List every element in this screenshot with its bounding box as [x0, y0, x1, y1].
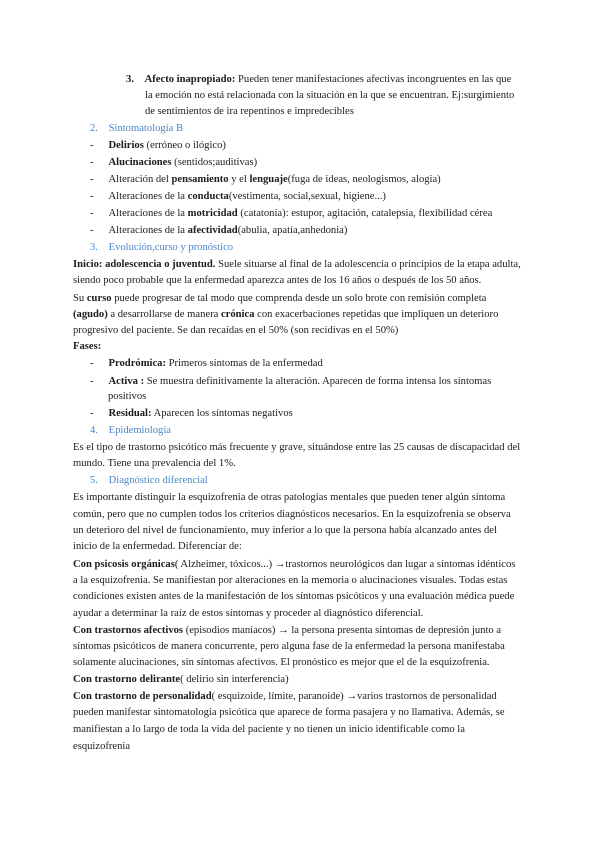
paragraph-line: un deterioro del nivel de funcionamiento, muy inferior a lo que la persona había alcanzado antes del — [73, 525, 497, 536]
term-bold: Afecto inapropiado: — [144, 74, 236, 85]
text-span: (catatonía): estupor, agitación, catalepsia, flexibilidad cérea — [237, 208, 493, 219]
text-span: Alteraciones de la — [108, 191, 188, 202]
paragraph-line: pueden manifestar sintomatología psicótica que aparece de forma pasajera y no llamativa. Además, se — [73, 707, 505, 718]
text-span: (sentidos;auditivas) — [171, 157, 258, 168]
text-span: Se muestra definitivamente la alteración. Aparecen de forma intensa los síntomas — [144, 376, 492, 387]
paragraph-line: Es importante distinguir la esquizofrenia de otras patologías mentales que pueden tener algún síntoma — [73, 492, 506, 503]
list-item-activa — [90, 375, 491, 389]
term-bold: Con trastorno de personalidad — [73, 691, 212, 702]
section-title: Epidemiología — [108, 425, 171, 436]
text-span: (abulia, apatía,anhedonia) — [237, 225, 348, 236]
paragraph-line: común, pero que no cumplen todos los criterios diagnósticos necesarios. En la esquizofrenia se observa — [73, 509, 511, 520]
paragraph-line: manifiestan a lo largo de toda la vida del paciente y no tienen un inicio identificable como la — [73, 724, 465, 735]
term-bold: conducta — [187, 191, 229, 202]
dash-bullet: - — [90, 140, 94, 151]
dash-bullet: - — [90, 376, 94, 387]
paragraph-line — [73, 624, 501, 638]
text-span: con exacerbaciones repetidas que impliquen un deterioro — [254, 309, 499, 320]
text-span: y el — [228, 174, 250, 185]
text-span: (episodios maníacos) → la persona presenta síntomas de depresión junto a — [183, 625, 502, 636]
dash-bullet: - — [90, 191, 94, 202]
section-title: Diagnóstico diferencial — [108, 475, 208, 486]
section-number: 3. — [90, 242, 98, 253]
list-item — [90, 139, 226, 153]
paragraph-line: inicio de la enfermedad. Diferenciar de: — [73, 541, 242, 552]
paragraph-line — [73, 258, 521, 272]
paragraph-line: a la esquizofrenia. Se manifiestan por alteraciones en la memoria o alucinaciones visuales. Todas estas — [73, 575, 508, 586]
term-bold: Activa : — [108, 376, 145, 387]
text-span: ( esquizoide, límite, paranoide) →varios trastornos de personalidad — [211, 691, 497, 702]
term-bold: Con psicosis orgánicas — [73, 559, 175, 570]
term-bold: crónica — [220, 309, 255, 320]
list-item — [90, 207, 492, 221]
dash-bullet: - — [90, 157, 94, 168]
paragraph-line: síntomas psicóticos de manera concurrente, pero alguna fase de la enfermedad la persona manifestaba — [73, 641, 505, 652]
dash-bullet: - — [90, 408, 94, 419]
section-heading-sintomatologia — [90, 122, 183, 136]
term-bold: Alucinaciones — [108, 157, 172, 168]
dash-bullet: - — [90, 174, 94, 185]
text-span: Aparecen los síntomas negativos — [151, 408, 293, 419]
term-bold: motricidad — [187, 208, 238, 219]
term-bold: Prodrómica: — [108, 358, 166, 369]
list-item — [90, 190, 386, 204]
text-span: Alteración del — [108, 174, 172, 185]
section-number: 2. — [90, 123, 98, 134]
text-line: positivos — [108, 391, 147, 402]
paragraph-line: siendo poco probable que la enfermedad aparezca antes de los 16 años o después de los 50 años. — [73, 275, 482, 286]
section-number: 4. — [90, 425, 98, 436]
term-bold: Residual: — [108, 408, 152, 419]
section-heading-epidemiologia — [90, 424, 171, 438]
paragraph-line — [73, 673, 289, 687]
list-item — [90, 173, 441, 187]
section-number: 5. — [90, 475, 98, 486]
paragraph-line: mundo. Tiene una prevalencia del 1%. — [73, 458, 236, 469]
term-bold: pensamiento — [171, 174, 229, 185]
text-span: a desarrollarse de manera — [107, 309, 221, 320]
list-item-residual — [90, 407, 293, 421]
text-span: (fuga de ideas, neologismos, alogia) — [287, 174, 441, 185]
term-bold: (agudo) — [73, 309, 108, 320]
list-item-afecto-inapropiado — [126, 73, 511, 87]
text-span: puede progresar de tal modo que comprenda desde un solo brote con remisión completa — [111, 293, 487, 304]
section-title: Sintomatología B — [108, 123, 184, 134]
term-bold: Con trastorno delirante — [73, 674, 181, 685]
paragraph-line — [73, 292, 486, 306]
section-heading-diagnostico — [90, 474, 208, 488]
text-span: Alteraciones de la — [108, 208, 188, 219]
text-span: Alteraciones de la — [108, 225, 188, 236]
paragraph-line: progresivo del paciente. Se dan recaídas en el 50% (son recidivas en el 50%) — [73, 325, 399, 336]
text-span: Suele situarse al final de la adolescencia o principios de la etapa adulta, — [215, 259, 521, 270]
text-span: ( Alzheimer, tóxicos...) →trastornos neurológicos dan lugar a síntomas idénticos — [174, 559, 516, 570]
term-bold: Delirios — [108, 140, 144, 151]
text-line: de sentimientos de ira repentinos e impredecibles — [145, 106, 354, 117]
fases-label: Fases: — [73, 341, 102, 352]
text-span: Primeros síntomas de la enfermedad — [166, 358, 323, 369]
paragraph-line: esquizofrenia — [73, 741, 131, 752]
section-title: Evolución,curso y pronóstico — [108, 242, 234, 253]
text-span: Su — [73, 293, 87, 304]
dash-bullet: - — [90, 208, 94, 219]
term-bold: lenguaje — [249, 174, 288, 185]
text-span: (vestimenta, social,sexual, higiene...) — [228, 191, 386, 202]
text-line: la emoción no está relacionada con la situación en la que se encuentran. Ej:surgimiento — [145, 90, 515, 101]
term-bold: afectividad — [187, 225, 238, 236]
paragraph-line — [73, 558, 515, 572]
term-bold: Inicio: adolescencia o juventud. — [73, 259, 216, 270]
text-span: ( delirio sin interferencia) — [180, 674, 289, 685]
paragraph-line: condiciones existen antes de la manifestación de los síntomas psicóticos y una evaluación médica puede — [73, 591, 515, 602]
list-item — [90, 156, 257, 170]
text-span: Pueden tener manifestaciones afectivas incongruentes en las que — [235, 74, 512, 85]
list-item-prodromica — [90, 357, 323, 371]
paragraph-line — [73, 308, 498, 322]
dash-bullet: - — [90, 358, 94, 369]
paragraph-line: ayudar a determinar la raíz de estos síntomas y proceder al diagnóstico diferencial. — [73, 608, 424, 619]
list-item — [90, 224, 347, 238]
paragraph-line: solamente alucinaciones, sin síntomas afectivos. El pronóstico es mejor que el de la esquizofrenia. — [73, 657, 490, 668]
section-heading-evolucion — [90, 241, 233, 255]
paragraph-line — [73, 690, 497, 704]
text-span: (erróneo o ilógico) — [143, 140, 226, 151]
term-bold: curso — [86, 293, 112, 304]
term-bold: Con trastornos afectivos — [73, 625, 184, 636]
list-number: 3. — [126, 74, 134, 85]
dash-bullet: - — [90, 225, 94, 236]
paragraph-line: Es el tipo de trastorno psicótico más frecuente y grave, situándose entre las 25 causas de discapacidad del — [73, 442, 521, 453]
